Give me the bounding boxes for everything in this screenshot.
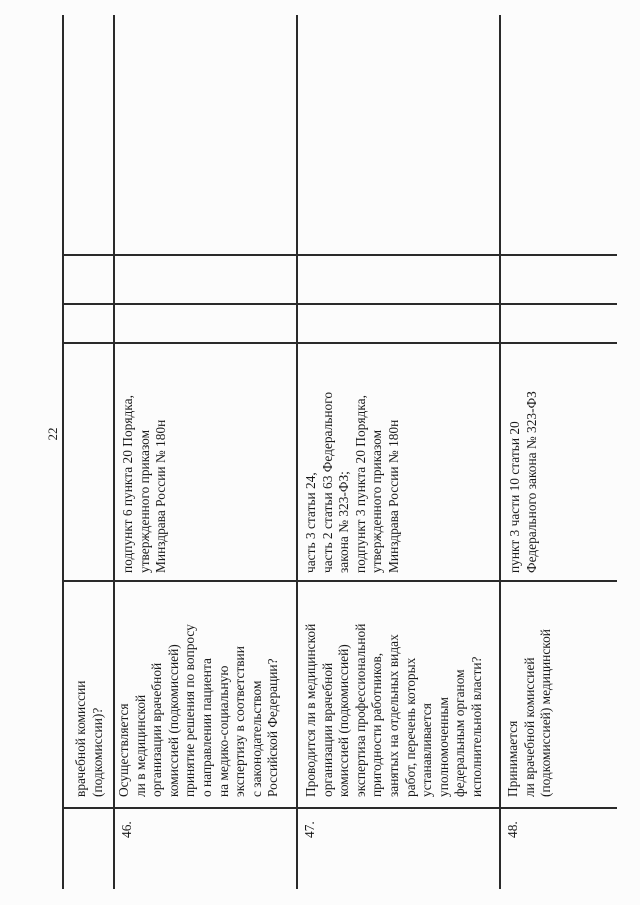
table-cell-number: 47. [302,821,317,838]
page-number: 22 [45,427,60,441]
table-cell-number: 46. [119,821,134,838]
table-cell-reference: пункт 3 части 10 статьи 20 Федерального закона № 323-ФЗ [507,391,539,573]
column-border [62,254,617,256]
row-border [296,15,298,889]
row-border [499,15,501,889]
table-cell-reference: часть 3 статьи 24, часть 2 статьи 63 Федерального закона № 323-ФЗ; подпункт 3 пункта 20 Порядка, утвержденного приказом Минздрава России № 180н [303,391,401,573]
column-border [62,303,617,305]
row-border [113,15,115,889]
table-cell-question: Проводится ли в медицинской организации врачебной комиссией (подкомиссией) экспертиза профессиональной пригодности работников, занятых на отдельных видах работ, перечень которых устанавливается уполномоченным федеральным органом исполнительной власти? [303,623,484,797]
table-cell-question: Принимается ли врачебной комиссией (подкомиссией) медицинской [505,629,554,797]
row-border [62,15,64,889]
table-cell-number: 48. [505,821,520,838]
table-cell-question: врачебной комиссии (подкомиссии)? [73,680,105,797]
column-border [62,807,617,809]
table-cell-reference: подпункт 6 пункта 20 Порядка, утвержденного приказом Минздрава России № 180н [120,395,169,573]
table-cell-question: Осуществляется ли в медицинской организации врачебной комиссией (подкомиссией) принятие решения по вопросу о направлении пациента на медико-социальную экспертизу в соответствии с законодательством Российской Федерации? [116,624,281,797]
